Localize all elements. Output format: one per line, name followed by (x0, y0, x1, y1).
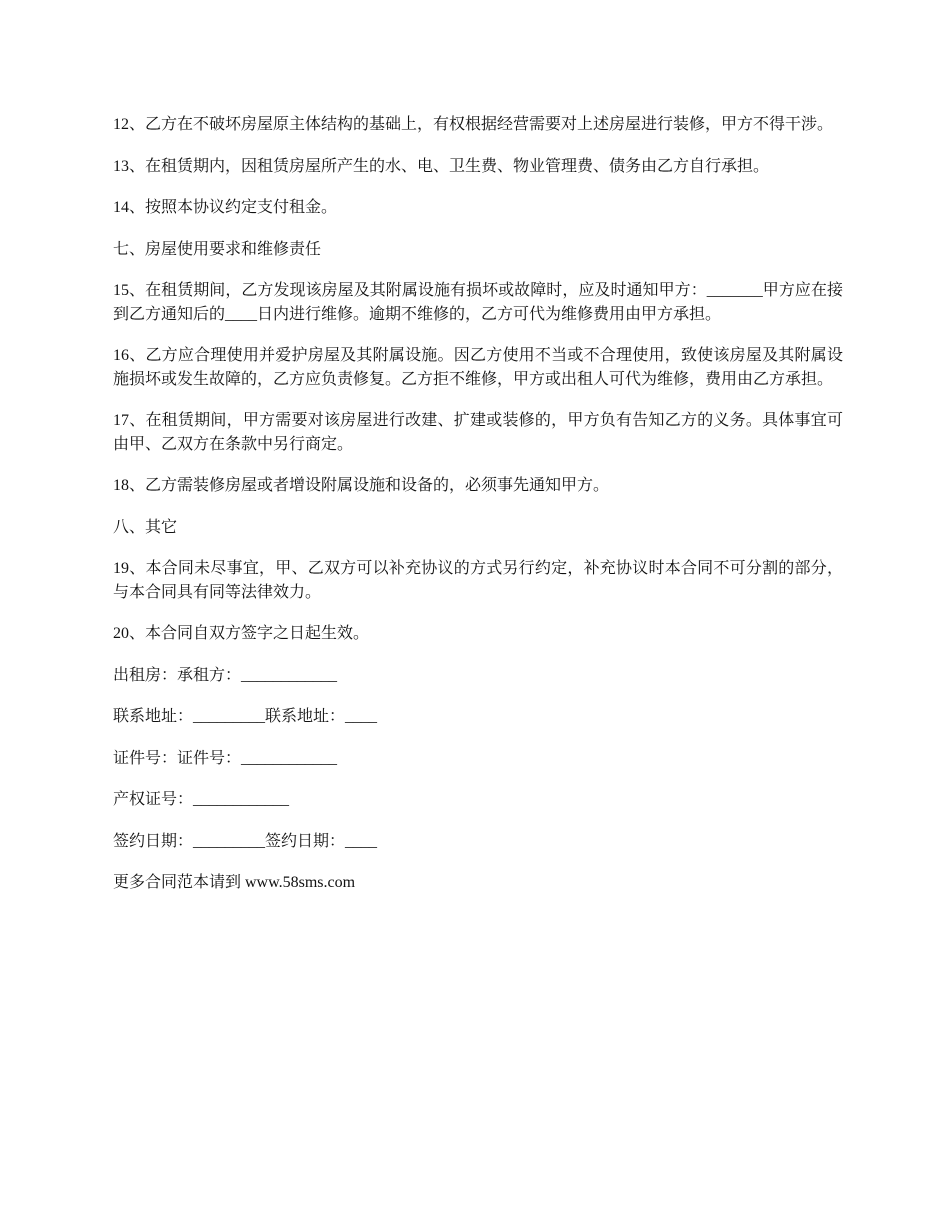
footer-website-note: 更多合同范本请到 www.58sms.com (113, 874, 356, 891)
clause-17: 17、在租赁期间，甲方需要对该房屋进行改建、扩建或装修的，甲方负有告知乙方的义务。具体事宜可由甲、乙双方在条款中另行商定。 (113, 412, 843, 453)
clause-16: 16、乙方应合理使用并爱护房屋及其附属设施。因乙方使用不当或不合理使用，致使该房屋及其附属设施损坏或发生故障的，乙方应负责修复。乙方拒不维修，甲方或出租人可代为维修，费用由乙方承担。 (113, 347, 843, 388)
clause-14: 14、按照本协议约定支付租金。 (113, 199, 338, 216)
document-page (113, 113, 843, 913)
signature-parties: 出租房：承租方：____________ (113, 666, 338, 684)
clause-13: 13、在租赁期内，因租赁房屋所产生的水、电、卫生费、物业管理费、债务由乙方自行承担。 (113, 157, 770, 175)
signature-address: 联系地址：_________联系地址：____ (113, 708, 378, 725)
clause-20: 20、本合同自双方签字之日起生效。 (113, 625, 370, 642)
signature-date: 签约日期：_________签约日期：____ (113, 832, 378, 850)
clause-18: 18、乙方需装修房屋或者增设附属设施和设备的，必须事先通知甲方。 (113, 477, 610, 494)
section-heading-8: 八、其它 (113, 518, 178, 536)
clause-12: 12、乙方在不破坏房屋原主体结构的基础上，有权根据经营需要对上述房屋进行装修，甲方不得干涉。 (113, 116, 834, 133)
clause-15: 15、在租赁期间，乙方发现该房屋及其附属设施有损坏或故障时，应及时通知甲方：_______甲方应在接到乙方通知后的____日内进行维修。逾期不维修的，乙方可代为维修费用由甲方承担。 (113, 282, 843, 323)
signature-property-cert: 产权证号：____________ (113, 791, 290, 808)
section-heading-7: 七、房屋使用要求和维修责任 (113, 240, 322, 258)
clause-19: 19、本合同未尽事宜，甲、乙双方可以补充协议的方式另行约定，补充协议时本合同不可分割的部分，与本合同具有同等法律效力。 (113, 560, 843, 601)
signature-id-number: 证件号：证件号：____________ (113, 749, 338, 767)
